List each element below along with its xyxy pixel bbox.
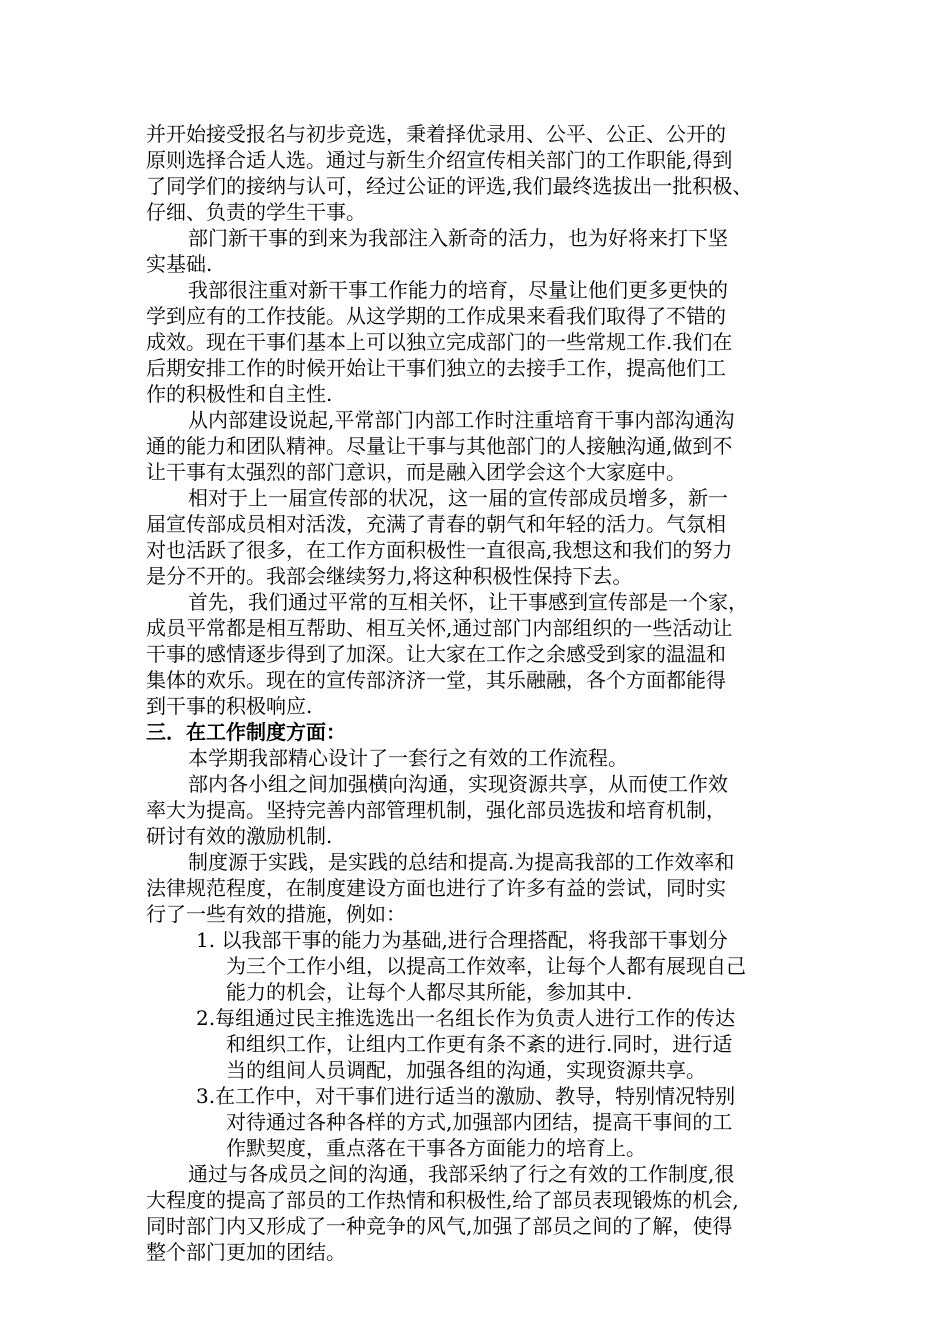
text-line: 对待通过各种各样的方式,加强部内团结，提高干事间的工 [226, 1110, 733, 1134]
text-line: 成员平常都是相互帮助、相互关怀,通过部门内部组织的一些活动让 [146, 616, 733, 640]
text-line: 研讨有效的激励机制. [146, 824, 333, 848]
text-line: 能力的机会，让每个人都尽其所能，参加其中. [226, 980, 633, 1004]
text-line: 我部很注重对新干事工作能力的培育，尽量让他们更多更快的 [188, 278, 728, 302]
text-line: 整个部门更加的团结。 [146, 1240, 346, 1264]
text-line: 到干事的积极响应. [146, 694, 313, 718]
text-line: 作默契度，重点落在干事各方面能力的培育上。 [226, 1136, 646, 1160]
text-line: 大程度的提高了部员的工作热情和积极性,给了部员表现锻炼的机会, [146, 1188, 739, 1212]
text-line: 相对于上一届宣传部的状况，这一届的宣传部成员增多，新一 [188, 486, 728, 510]
text-line: 是分不开的。我部会继续努力,将这种积极性保持下去。 [146, 564, 633, 588]
text-line: 法律规范程度，在制度建设方面也进行了许多有益的尝试，同时实 [146, 876, 726, 900]
text-line: 部内各小组之间加强横向沟通，实现资源共享，从而使工作效 [188, 772, 728, 796]
text-line: 从内部建设说起,平常部门内部工作时注重培育干事内部沟通沟 [188, 408, 735, 432]
text-line: 作的积极性和自主性. [146, 382, 333, 406]
text-line: 本学期我部精心设计了一套行之有效的工作流程。 [188, 746, 628, 770]
text-line: 仔细、负责的学生干事。 [146, 200, 366, 224]
text-line: 通过与各成员之间的沟通，我部采纳了行之有效的工作制度,很 [188, 1162, 735, 1186]
text-line: 届宣传部成员相对活泼，充满了青春的朝气和年轻的活力。气氛相 [146, 512, 726, 536]
text-line: 原则选择合适人选。通过与新生介绍宣传相关部门的工作职能,得到 [146, 148, 733, 172]
document-body [146, 121, 826, 1265]
text-line: 实基础. [146, 252, 213, 276]
text-line: 同时部门内又形成了一种竞争的风气,加强了部员之间的了解，使得 [146, 1214, 733, 1238]
text-line: 率大为提高。坚持完善内部管理机制，强化部员选拔和培育机制， [146, 798, 726, 822]
text-line: 让干事有太强烈的部门意识，而是融入团学会这个大家庭中。 [146, 460, 686, 484]
text-line: 后期安排工作的时候开始让干事们独立的去接手工作，提高他们工 [146, 356, 726, 380]
text-line: 首先，我们通过平常的互相关怀，让干事感到宣传部是一个家， [188, 590, 748, 614]
text-line: 部门新干事的到来为我部注入新奇的活力，也为好将来打下坚 [188, 226, 728, 250]
text-line: 制度源于实践，是实践的总结和提高.为提高我部的工作效率和 [188, 850, 735, 874]
text-line: 并开始接受报名与初步竞选，秉着择优录用、公平、公正、公开的 [146, 122, 726, 146]
text-line: 1. 以我部干事的能力为基础,进行合理搭配，将我部干事划分 [196, 928, 728, 952]
text-line: 行了一些有效的措施，例如： [146, 902, 406, 926]
text-line: 了同学们的接纳与认可，经过公证的评选,我们最终选拔出一批积极、 [146, 174, 753, 198]
text-line: 学到应有的工作技能。从这学期的工作成果来看我们取得了不错的 [146, 304, 726, 328]
text-line: 和组织工作，让组内工作更有条不紊的进行.同时，进行适 [226, 1032, 733, 1056]
section-heading: 三．在工作制度方面： [146, 720, 346, 744]
text-line: 对也活跃了很多，在工作方面积极性一直很高,我想这和我们的努力 [146, 538, 733, 562]
text-line: 通的能力和团队精神。尽量让干事与其他部门的人接触沟通,做到不 [146, 434, 733, 458]
text-line: 2.每组通过民主推选选出一名组长作为负责人进行工作的传达 [196, 1006, 736, 1030]
text-line: 成效。现在干事们基本上可以独立完成部门的一些常规工作.我们在 [146, 330, 733, 354]
text-line: 当的组间人员调配，加强各组的沟通，实现资源共享。 [226, 1058, 706, 1082]
text-line: 集体的欢乐。现在的宣传部济济一堂，其乐融融，各个方面都能得 [146, 668, 726, 692]
text-line: 为三个工作小组，以提高工作效率，让每个人都有展现自己 [226, 954, 746, 978]
text-line: 干事的感情逐步得到了加深。让大家在工作之余感受到家的温温和 [146, 642, 726, 666]
text-line: 3.在工作中，对干事们进行适当的激励、教导，特别情况特别 [196, 1084, 736, 1108]
